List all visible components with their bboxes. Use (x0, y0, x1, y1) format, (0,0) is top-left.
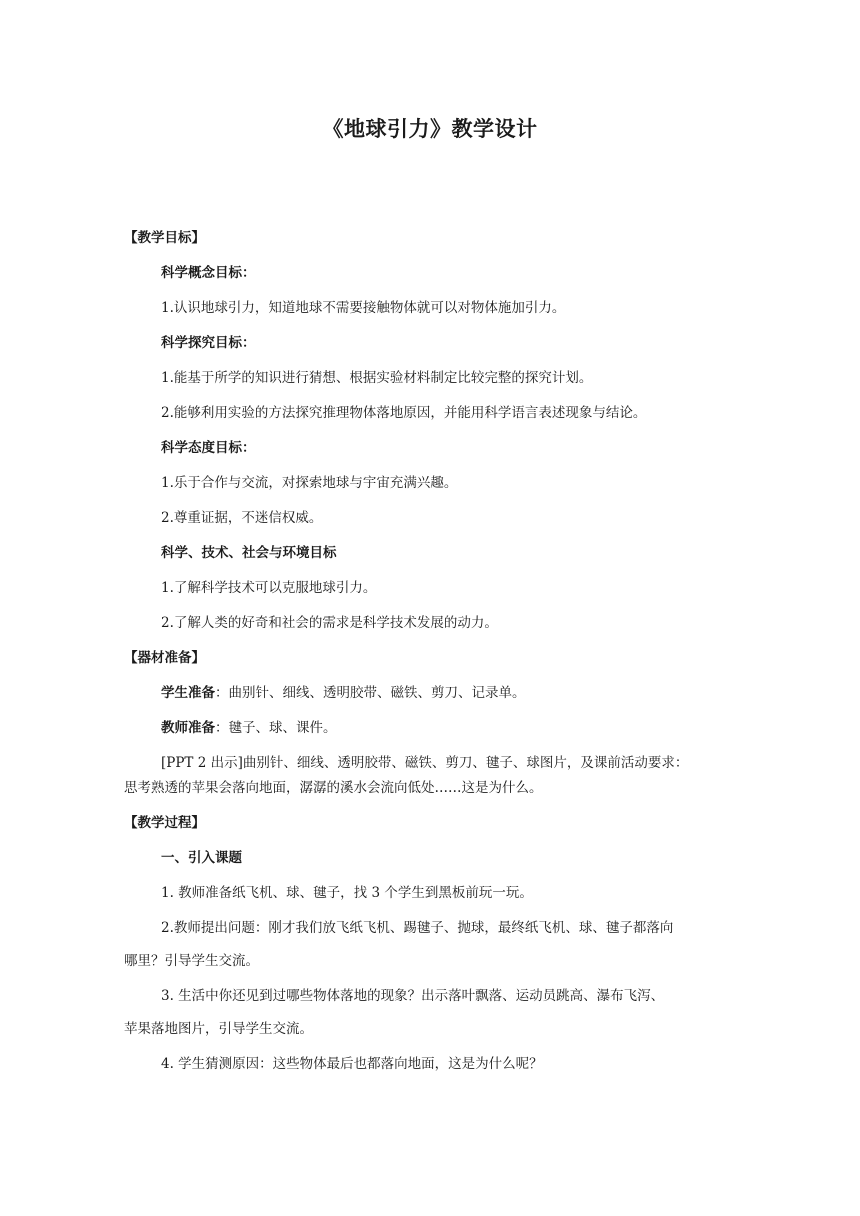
ppt-note-line-1: [PPT 2 出示]曲别针、细线、透明胶带、磁铁、剪刀、毽子、球图片，及课前活动要求： (161, 755, 689, 771)
inquiry-objective-label: 科学探究目标： (161, 335, 256, 351)
teacher-materials (124, 718, 738, 738)
stse-objective-1: 1.了解科学技术可以克服地球引力。 (161, 580, 377, 596)
step-2-line-2: 哪里？引导学生交流。 (124, 953, 259, 969)
objectives-heading: 【教学目标】 (124, 230, 205, 246)
concept-objective-1: 1.认识地球引力，知道地球不需要接触物体就可以对物体施加引力。 (161, 300, 566, 316)
student-materials-text: ：曲别针、细线、透明胶带、磁铁、剪刀、记录单。 (215, 685, 526, 701)
step-2-line-1: 2.教师提出问题：刚才我们放飞纸飞机、踢毽子、抛球，最终纸飞机、球、毽子都落向 (161, 920, 674, 936)
process-heading: 【教学过程】 (124, 815, 205, 831)
section-1-heading: 一、引入课题 (161, 850, 242, 866)
stse-objective-2: 2.了解人类的好奇和社会的需求是科学技术发展的动力。 (161, 615, 498, 631)
attitude-objective-2: 2.尊重证据，不迷信权威。 (161, 510, 323, 526)
student-materials-label: 学生准备 (161, 685, 215, 701)
step-3-line-2: 苹果落地图片，引导学生交流。 (124, 1021, 313, 1037)
document-body (124, 228, 738, 1074)
student-materials (124, 683, 738, 703)
step-3-line-1: 3. 生活中你还见到过哪些物体落地的现象？出示落叶飘落、运动员跳高、瀑布飞泻、 (161, 988, 665, 1004)
inquiry-objective-1: 1.能基于所学的知识进行猜想、根据实验材料制定比较完整的探究计划。 (161, 370, 593, 386)
attitude-objective-1: 1.乐于合作与交流，对探索地球与宇宙充满兴趣。 (161, 475, 458, 491)
step-1: 1. 教师准备纸飞机、球、毽子，找 3 个学生到黑板前玩一玩。 (161, 885, 533, 901)
teacher-materials-text: ：毽子、球、课件。 (215, 720, 337, 736)
ppt-note-line-2: 思考熟透的苹果会落向地面，潺潺的溪水会流向低处……这是为什么。 (124, 780, 543, 796)
step-4: 4. 学生猜测原因：这些物体最后也都落向地面，这是为什么呢？ (161, 1056, 543, 1072)
inquiry-objective-2: 2.能够利用实验的方法探究推理物体落地原因，并能用科学语言表述现象与结论。 (161, 405, 647, 421)
attitude-objective-label: 科学态度目标： (161, 440, 256, 456)
stse-objective-label: 科学、技术、社会与环境目标 (161, 545, 337, 561)
concept-objective-label: 科学概念目标： (161, 265, 256, 281)
materials-heading: 【器材准备】 (124, 650, 205, 666)
teacher-materials-label: 教师准备 (161, 720, 215, 736)
document-title: 《地球引力》教学设计 (322, 117, 538, 141)
